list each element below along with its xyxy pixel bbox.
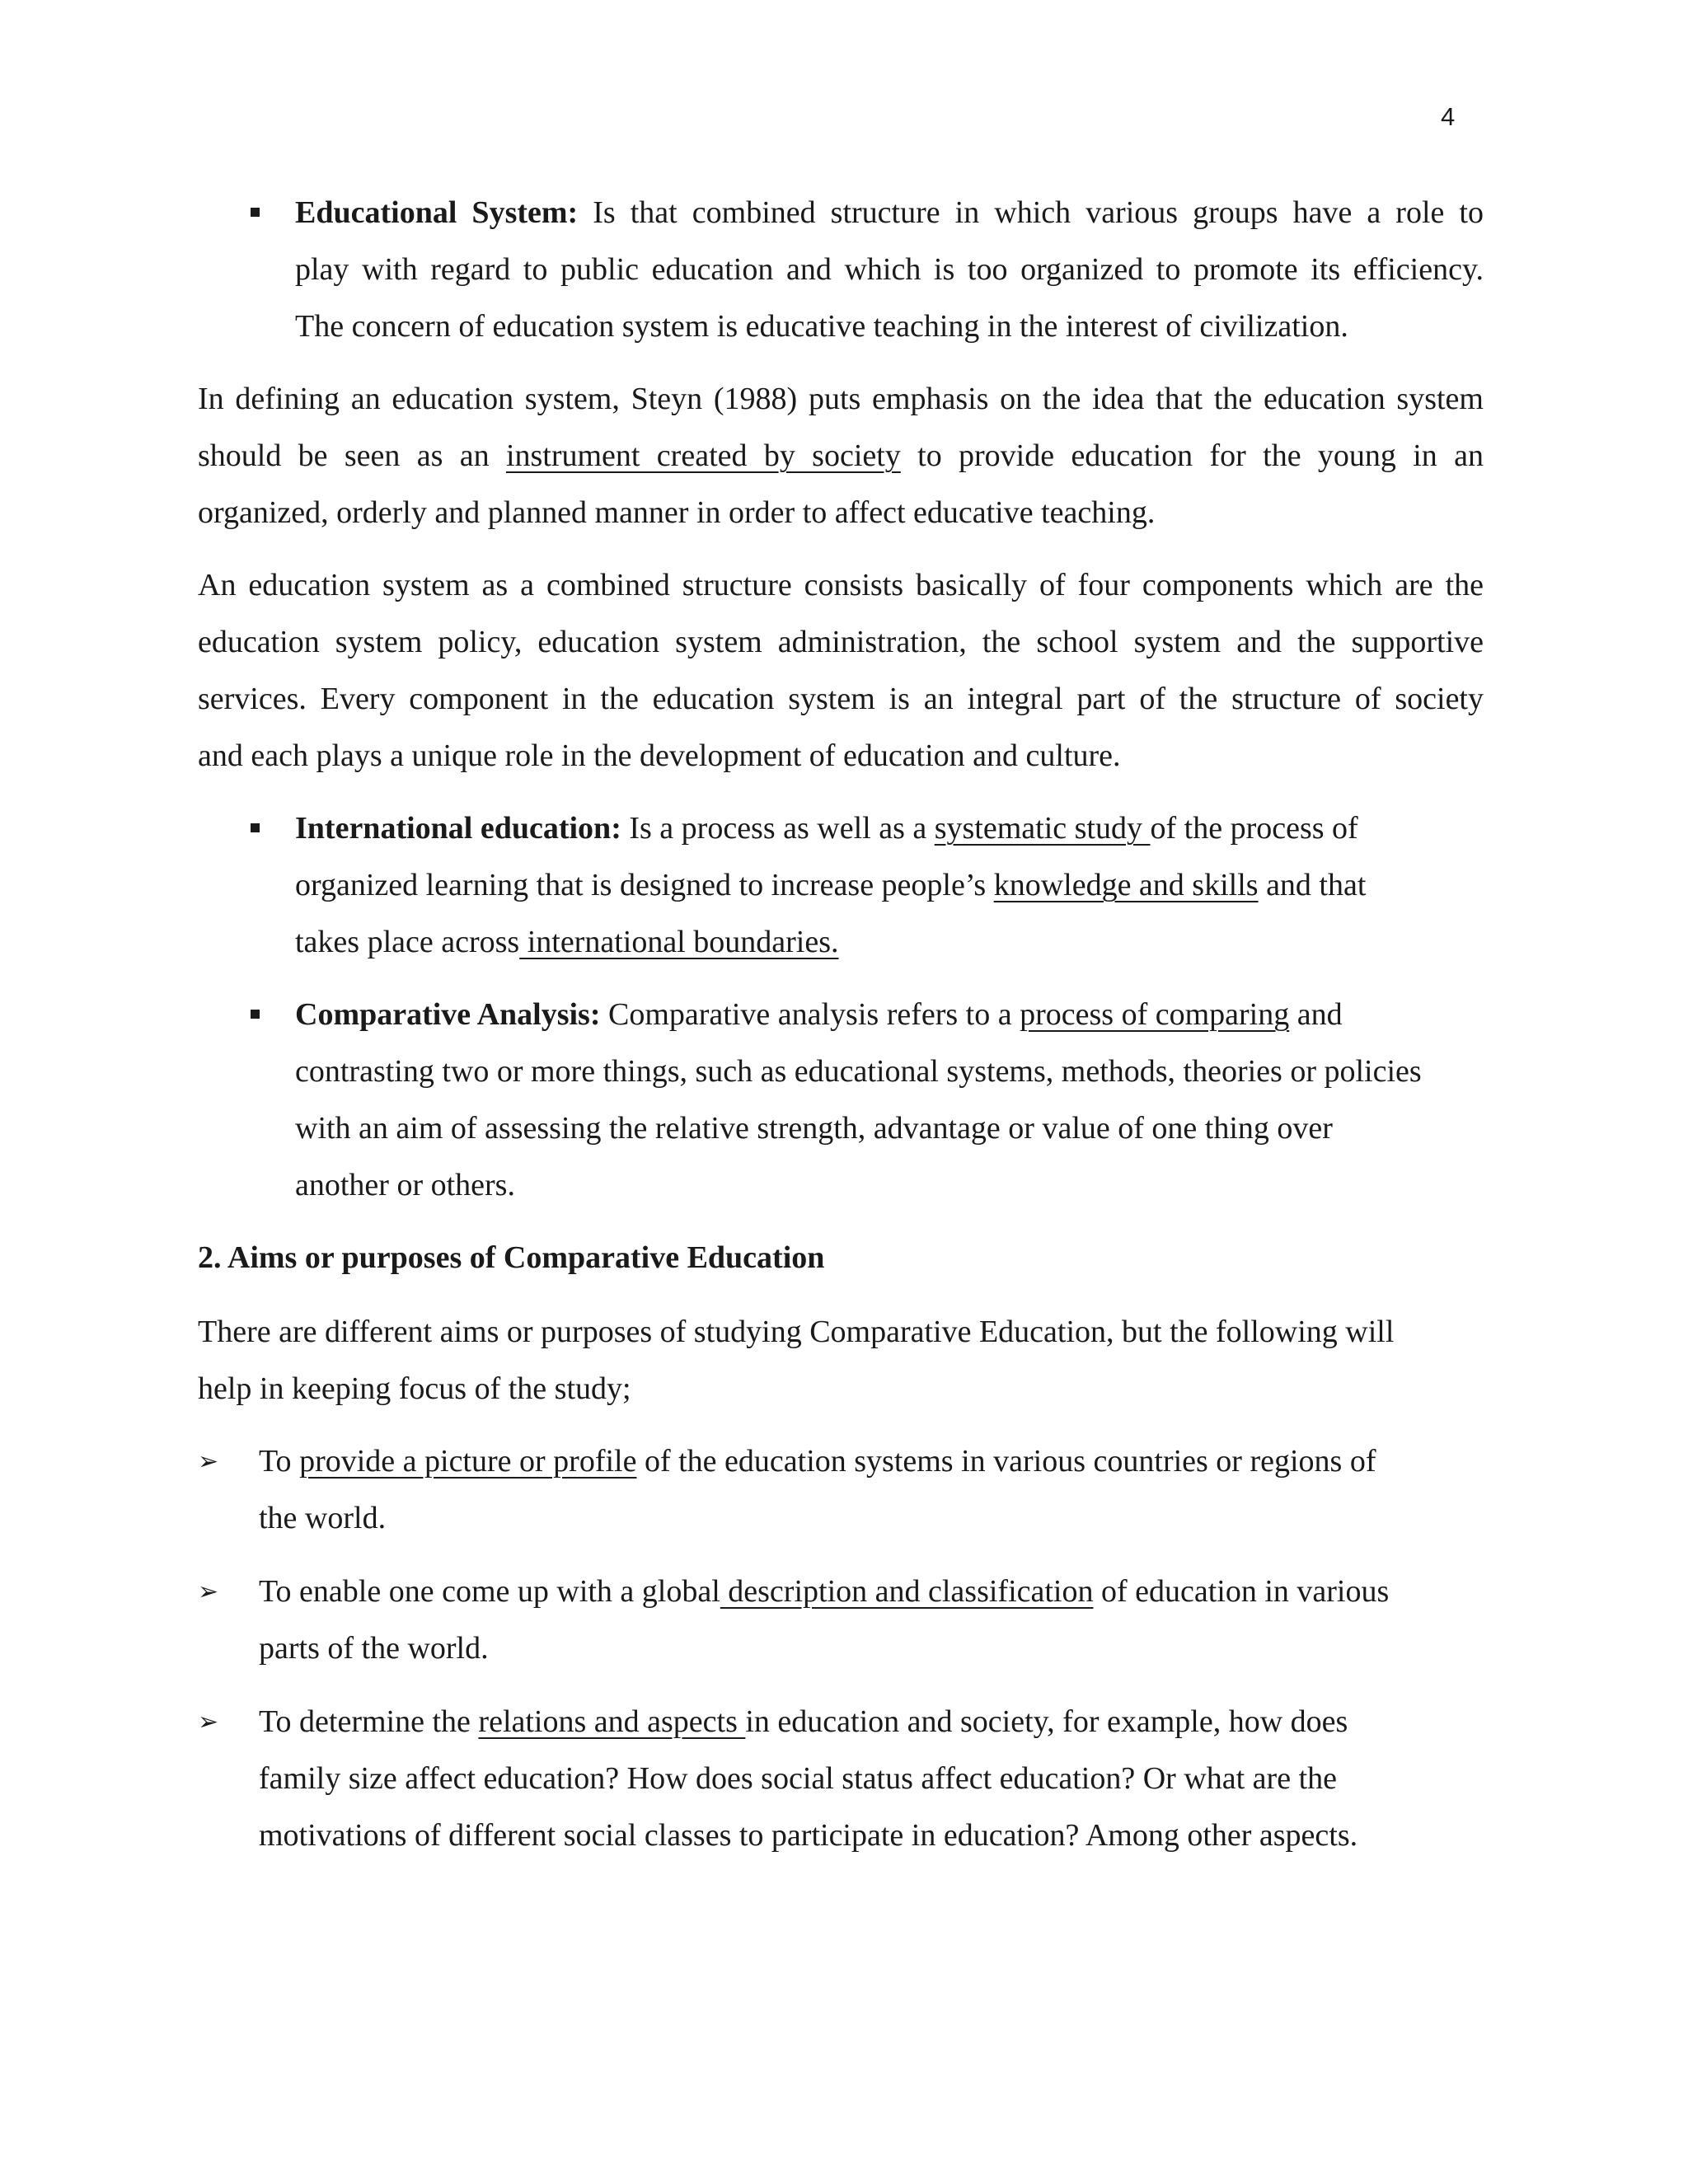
page-number: 4 [1441,102,1456,131]
text-line: Comparative Analysis: Comparative analysis refers to a process of comparing and [295,997,1343,1032]
text-line: organized, orderly and planned manner in order to affect educative teaching. [198,495,1156,530]
underlined-phrase: provide a picture or profile [299,1444,637,1479]
text-line: help in keeping focus of the study; [198,1371,631,1406]
text-line: contrasting two or more things, such as educational systems, methods, theories or policies [295,1054,1422,1089]
text-line: and each plays a unique role in the development of education and culture. [198,738,1121,773]
text-line: To determine the relations and aspects in education and society, for example, how does [259,1704,1348,1739]
text-line: The concern of education system is educative teaching in the interest of civilization. [295,309,1348,344]
square-bullet-icon [251,1010,260,1019]
arrow-bullet-icon: ➢ [198,1577,219,1606]
text-line: To enable one come up with a global description and classification of education in various [259,1574,1390,1609]
text-line: another or others. [295,1168,515,1202]
underlined-phrase: instrument created by society [505,438,901,473]
paragraph-steyn [198,371,1484,541]
text-line: organized learning that is designed to increase people’s knowledge and skills and that [295,868,1367,902]
square-bullet-icon [251,823,260,832]
underlined-phrase: knowledge and skills [993,868,1259,902]
text-line: with an aim of assessing the relative strength, advantage or value of one thing over [295,1111,1333,1146]
arrow-bullet-icon: ➢ [198,1447,219,1476]
text-line: motivations of different social classes to participate in education? Among other aspects. [259,1818,1358,1853]
section-heading [198,1230,1484,1286]
arrow-bullet-icon: ➢ [198,1708,219,1736]
text-line: In defining an education system, Steyn (1988) puts emphasis on the idea that the education system [198,382,1484,416]
text-line: family size affect education? How does social status affect education? Or what are the [259,1761,1337,1796]
paragraph-aims-intro [198,1304,1484,1418]
text-line: education system policy, education system administration, the school system and the supportive [198,625,1484,659]
underlined-phrase: international boundaries. [519,925,839,959]
underlined-phrase: systematic study [934,811,1151,846]
text-line: play with regard to public education and which is too organized to promote its efficiency. [295,252,1484,287]
text-line: Educational System: Is that combined structure in which various groups have a role to [295,195,1484,230]
text-line: services. Every component in the education system is an integral part of the structure of society [198,682,1484,716]
underlined-phrase: description and classification [720,1574,1094,1609]
paragraph-components [198,557,1484,785]
text-line: takes place across international boundaries. [295,925,839,959]
underlined-phrase: process of comparing [1020,997,1290,1032]
term-educational-system: Educational System: [295,195,579,230]
text-line: the world. [259,1501,387,1535]
term-international-education: International education: [295,811,621,846]
square-bullet-icon [251,208,260,217]
heading-text: 2. Aims or purposes of Comparative Education [198,1240,825,1275]
term-comparative-analysis: Comparative Analysis: [295,997,601,1032]
text-line: To provide a picture or profile of the education systems in various countries or regions of [259,1444,1376,1479]
text-line: There are different aims or purposes of studying Comparative Education, but the following will [198,1315,1395,1349]
underlined-phrase: relations and aspects [478,1704,746,1739]
text-line: parts of the world. [259,1631,489,1666]
text-line: should be seen as an instrument created by society to provide education for the young in an [198,438,1484,473]
text-line: An education system as a combined structure consists basically of four components which are the [198,568,1484,602]
text-line: International education: Is a process as well as a systematic study of the process of [295,811,1358,846]
